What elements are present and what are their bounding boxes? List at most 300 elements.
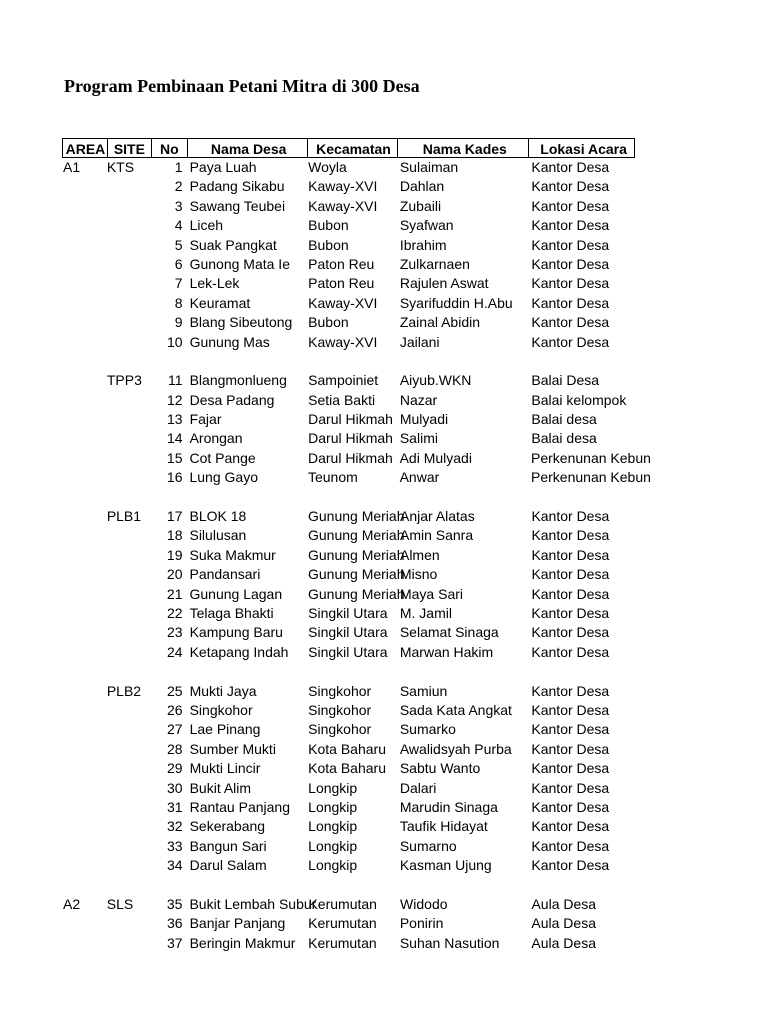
cell-kecamatan[interactable]: Kerumutan	[308, 934, 377, 951]
table-header-row	[62, 138, 634, 158]
table-row	[62, 236, 634, 255]
cell-site[interactable]	[107, 817, 151, 836]
cell-area[interactable]	[62, 914, 107, 933]
cell-nama-desa[interactable]: Mukti Jaya	[189, 682, 257, 699]
cell-site[interactable]	[107, 468, 151, 487]
cell-nama-kades[interactable]: Almen	[399, 546, 440, 563]
cell-nama-kades[interactable]: Misno	[399, 566, 438, 583]
cell-nama-desa[interactable]: Bukit Lembah Subur	[189, 895, 317, 912]
cell-nama-kades[interactable]: Ponirin	[399, 915, 444, 932]
cell-nama-desa[interactable]: Paya Luah	[189, 159, 257, 175]
cell-nama-kades[interactable]: Sumarko	[399, 721, 456, 738]
cell-lokasi-acara[interactable]: Kantor Desa	[531, 624, 610, 641]
cell-lokasi-acara[interactable]: Kantor Desa	[531, 508, 610, 525]
cell-lokasi-acara[interactable]: Balai kelompok	[531, 391, 627, 408]
cell-lokasi-acara[interactable]: Perkenunan Kebun	[531, 469, 651, 486]
cell-nama-kades[interactable]: Widodo	[400, 895, 448, 912]
cell-nama-desa[interactable]: BLOK 18	[189, 508, 247, 525]
table-row	[62, 934, 634, 953]
table-row	[62, 740, 634, 759]
cell-area[interactable]	[62, 371, 107, 390]
cell-lokasi-acara[interactable]: Kantor Desa	[531, 818, 610, 835]
cell-nama-kades[interactable]: Zulkarnaen	[399, 255, 470, 272]
cell-nama-desa[interactable]: Sawang Teubei	[189, 197, 286, 214]
cell-nama-desa[interactable]: Gunung Mas	[189, 333, 270, 350]
cell-area[interactable]	[62, 468, 107, 487]
cell-nama-desa[interactable]: Banjar Panjang	[189, 915, 286, 932]
cell-area[interactable]	[62, 798, 107, 817]
cell-area[interactable]	[62, 759, 107, 778]
cell-lokasi-acara[interactable]: Kantor Desa	[531, 779, 610, 796]
cell-site[interactable]	[107, 526, 151, 545]
cell-nama-desa[interactable]: Sumber Mukti	[189, 740, 276, 757]
table-row	[62, 682, 634, 701]
cell-no[interactable]: 10	[167, 333, 183, 350]
cell-nama-kades[interactable]: Salimi	[399, 430, 438, 447]
cell-area[interactable]	[62, 216, 107, 235]
cell-lokasi-acara[interactable]: Kantor Desa	[531, 217, 610, 234]
cell-lokasi-acara[interactable]: Kantor Desa	[531, 236, 610, 253]
cell-no[interactable]: 26	[167, 701, 183, 718]
cell-area[interactable]	[62, 740, 107, 759]
cell-area[interactable]	[62, 274, 107, 293]
cell-area[interactable]	[62, 313, 107, 332]
cell-lokasi-acara[interactable]: Kantor Desa	[531, 255, 610, 272]
cell-lokasi-acara[interactable]: Kantor Desa	[531, 159, 610, 175]
cell-nama-kades[interactable]: Awalidsyah Purba	[399, 740, 512, 757]
cell-kecamatan[interactable]: Teunom	[307, 469, 358, 486]
cell-area[interactable]	[62, 720, 107, 739]
cell-area[interactable]	[62, 837, 107, 856]
cell-area[interactable]	[62, 236, 107, 255]
cell-site[interactable]	[107, 449, 151, 468]
cell-site[interactable]	[107, 177, 151, 196]
cell-nama-desa[interactable]: Rantau Panjang	[189, 798, 290, 815]
cell-site[interactable]	[107, 740, 151, 759]
cell-nama-desa[interactable]: Beringin Makmur	[189, 934, 296, 951]
cell-lokasi-acara[interactable]: Kantor Desa	[531, 275, 610, 292]
cell-kecamatan[interactable]: Singkil Utara	[308, 604, 388, 621]
table-row	[62, 837, 634, 856]
header-nama-kades[interactable]: Nama Kades	[397, 138, 529, 158]
cell-nama-kades[interactable]: Syafwan	[399, 217, 454, 234]
cell-lokasi-acara[interactable]: Kantor Desa	[531, 798, 610, 815]
cell-kecamatan[interactable]: Darul Hikmah	[308, 430, 393, 447]
cell-lokasi-acara[interactable]: Kantor Desa	[531, 857, 610, 874]
header-site[interactable]: SITE	[107, 138, 152, 158]
cell-kecamatan[interactable]: Kaway-XVI	[308, 333, 378, 350]
cell-lokasi-acara[interactable]: Kantor Desa	[531, 682, 610, 699]
cell-lokasi-acara[interactable]: Aula Desa	[531, 915, 596, 932]
table-row	[62, 177, 634, 196]
cell-no[interactable]: 36	[167, 915, 183, 932]
cell-lokasi-acara[interactable]: Kantor Desa	[531, 197, 610, 214]
cell-no[interactable]: 22	[167, 604, 183, 621]
cell-kecamatan[interactable]: Paton Reu	[308, 275, 375, 292]
cell-no[interactable]: 37	[167, 934, 183, 951]
cell-area[interactable]	[62, 604, 107, 623]
cell-no[interactable]: 9	[174, 314, 183, 331]
cell-no[interactable]: 28	[167, 740, 183, 757]
table-row	[62, 410, 634, 429]
cell-kecamatan[interactable]: Kerumutan	[308, 895, 377, 912]
cell-lokasi-acara[interactable]: Aula Desa	[531, 895, 597, 912]
cell-nama-kades[interactable]: Zubaili	[399, 197, 442, 214]
cell-no[interactable]: 18	[166, 527, 183, 544]
cell-lokasi-acara[interactable]: Kantor Desa	[531, 740, 610, 757]
cell-site[interactable]: KTS	[106, 159, 135, 175]
blank-row	[62, 488, 634, 507]
cell-kecamatan[interactable]: Singkohor	[308, 682, 372, 699]
cell-nama-kades[interactable]: Selamat Sinaga	[399, 624, 499, 641]
table-row	[62, 817, 634, 836]
cell-no[interactable]: 3	[174, 197, 183, 214]
cell-no[interactable]: 24	[167, 643, 183, 660]
cell-nama-kades[interactable]: Mulyadi	[399, 411, 449, 428]
cell-lokasi-acara[interactable]: Balai Desa	[531, 372, 600, 389]
cell-no[interactable]: 12	[167, 391, 183, 408]
cell-nama-kades[interactable]: Adi Mulyadi	[399, 449, 472, 466]
cell-lokasi-acara[interactable]: Kantor Desa	[531, 314, 610, 331]
cell-nama-desa[interactable]: Kampung Baru	[189, 624, 283, 641]
cell-nama-desa[interactable]: Darul Salam	[189, 857, 267, 874]
cell-lokasi-acara[interactable]: Kantor Desa	[531, 527, 610, 544]
cell-site[interactable]	[107, 585, 151, 604]
cell-nama-kades[interactable]: Syarifuddin H.Abu	[399, 294, 513, 311]
cell-no[interactable]: 6	[174, 255, 183, 272]
cell-nama-desa[interactable]: Keuramat	[189, 294, 251, 311]
cell-nama-kades[interactable]: Jailani	[399, 333, 440, 350]
cell-kecamatan[interactable]: Bubon	[308, 217, 349, 234]
cell-nama-desa[interactable]: Suak Pangkat	[189, 236, 277, 253]
cell-nama-desa[interactable]: Bukit Alim	[189, 779, 252, 796]
cell-no[interactable]: 7	[174, 275, 183, 292]
cell-kecamatan[interactable]: Longkip	[308, 857, 358, 874]
cell-nama-desa[interactable]: Blang Sibeutong	[189, 314, 293, 331]
cell-nama-desa[interactable]: Telaga Bhakti	[189, 604, 274, 621]
cell-nama-desa[interactable]: Desa Padang	[189, 391, 275, 408]
cell-lokasi-acara[interactable]: Kantor Desa	[531, 546, 610, 563]
cell-kecamatan[interactable]: Longkip	[308, 798, 358, 815]
table-row	[62, 429, 634, 448]
cell-no[interactable]: 4	[174, 217, 183, 234]
cell-kecamatan[interactable]: Bubon	[308, 314, 349, 331]
table-row	[62, 216, 634, 235]
table-row	[62, 468, 651, 487]
cell-lokasi-acara[interactable]: Balai desa	[531, 430, 597, 447]
cell-area[interactable]	[62, 817, 107, 836]
cell-nama-desa[interactable]: Pandansari	[189, 566, 261, 583]
cell-nama-kades[interactable]: Anjar Alatas	[399, 508, 475, 525]
cell-nama-desa[interactable]: Cot Pange	[189, 449, 256, 466]
cell-kecamatan[interactable]: Darul Hikmah	[307, 449, 393, 466]
cell-lokasi-acara[interactable]: Kantor Desa	[531, 333, 610, 350]
cell-area[interactable]	[62, 429, 107, 448]
table-row	[62, 391, 634, 410]
cell-nama-kades[interactable]: Kasman Ujung	[399, 857, 492, 874]
cell-area[interactable]	[62, 701, 107, 720]
cell-nama-desa[interactable]: Bangun Sari	[189, 837, 267, 854]
cell-nama-desa[interactable]: Arongan	[189, 430, 243, 447]
header-nama-desa[interactable]: Nama Desa	[187, 138, 308, 158]
header-area[interactable]: AREA	[62, 138, 108, 158]
cell-nama-kades[interactable]: Maya Sari	[399, 585, 464, 602]
cell-area[interactable]: A1	[63, 159, 81, 175]
cell-lokasi-acara[interactable]: Kantor Desa	[531, 294, 610, 311]
cell-site[interactable]: PLB2	[106, 682, 142, 699]
cell-nama-desa[interactable]: Singkohor	[189, 701, 253, 718]
cell-no[interactable]: 31	[167, 798, 183, 815]
table-row	[62, 526, 634, 545]
cell-nama-desa[interactable]: Gunung Lagan	[189, 585, 283, 602]
cell-site[interactable]	[107, 837, 151, 856]
cell-site[interactable]	[107, 429, 151, 448]
cell-area[interactable]	[62, 177, 107, 196]
cell-no[interactable]: 33	[167, 837, 183, 854]
table-row	[62, 604, 634, 623]
table-row	[62, 197, 634, 216]
cell-lokasi-acara[interactable]: Balai desa	[531, 411, 597, 428]
cell-site[interactable]	[107, 216, 151, 235]
cell-nama-kades[interactable]: Ibrahim	[399, 236, 447, 253]
cell-kecamatan[interactable]: Gunung Meriah	[307, 546, 405, 563]
cell-lokasi-acara[interactable]: Kantor Desa	[531, 701, 610, 718]
cell-nama-kades[interactable]: Anwar	[399, 469, 440, 486]
cell-nama-kades[interactable]: Zainal Abidin	[399, 314, 481, 331]
cell-nama-desa[interactable]: Fajar	[189, 411, 222, 428]
cell-lokasi-acara[interactable]: Kantor Desa	[531, 721, 610, 738]
cell-kecamatan[interactable]: Kerumutan	[308, 915, 377, 932]
cell-kecamatan[interactable]: Paton Reu	[308, 255, 375, 272]
cell-site[interactable]	[107, 197, 151, 216]
cell-no[interactable]: 19	[166, 546, 183, 563]
table-row	[62, 294, 634, 313]
cell-nama-kades[interactable]: Sabtu Wanto	[399, 760, 481, 777]
cell-lokasi-acara[interactable]: Perkenunan Kebun	[531, 449, 651, 466]
cell-nama-kades[interactable]: Sumarno	[399, 837, 457, 854]
cell-lokasi-acara[interactable]: Kantor Desa	[531, 566, 610, 583]
cell-area[interactable]	[62, 682, 107, 701]
table-row	[62, 701, 634, 720]
cell-site[interactable]	[107, 914, 151, 933]
cell-kecamatan[interactable]: Longkip	[308, 779, 358, 796]
cell-no[interactable]: 5	[174, 236, 183, 253]
cell-nama-desa[interactable]: Lae Pinang	[189, 721, 261, 738]
cell-area[interactable]	[62, 565, 107, 584]
cell-kecamatan[interactable]: Gunung Meriah	[307, 585, 405, 602]
cell-lokasi-acara[interactable]: Kantor Desa	[531, 837, 610, 854]
cell-nama-kades[interactable]: Sulaiman	[399, 159, 459, 175]
cell-area[interactable]	[62, 449, 107, 468]
cell-nama-desa[interactable]: Silulusan	[189, 527, 247, 544]
cell-nama-desa[interactable]: Padang Sikabu	[189, 178, 285, 195]
cell-no[interactable]: 8	[174, 294, 183, 311]
cell-kecamatan[interactable]: Darul Hikmah	[308, 411, 393, 428]
table-row	[62, 914, 634, 933]
cell-site[interactable]: TPP3	[106, 372, 142, 389]
cell-area[interactable]	[62, 585, 107, 604]
cell-nama-kades[interactable]: Rajulen Aswat	[399, 275, 489, 292]
cell-site[interactable]	[107, 565, 151, 584]
cell-nama-desa[interactable]: Ketapang Indah	[189, 643, 289, 660]
cell-site[interactable]: PLB1	[106, 508, 142, 525]
cell-lokasi-acara[interactable]: Kantor Desa	[531, 643, 610, 660]
cell-no[interactable]: 32	[167, 818, 183, 835]
cell-kecamatan[interactable]: Setia Bakti	[308, 391, 376, 408]
cell-no[interactable]: 30	[167, 779, 183, 796]
cell-area[interactable]	[62, 255, 107, 274]
cell-site[interactable]	[107, 294, 151, 313]
table-row	[62, 585, 634, 604]
cell-no[interactable]: 11	[168, 372, 183, 389]
cell-no[interactable]: 25	[167, 682, 183, 699]
cell-area[interactable]	[62, 333, 107, 352]
cell-area[interactable]	[62, 507, 107, 526]
cell-site[interactable]	[107, 410, 151, 429]
cell-kecamatan[interactable]: Gunung Meriah	[307, 508, 405, 525]
cell-kecamatan[interactable]: Bubon	[308, 236, 349, 253]
cell-lokasi-acara[interactable]: Kantor Desa	[531, 760, 610, 777]
cell-site[interactable]	[107, 701, 151, 720]
cell-nama-desa[interactable]: Suka Makmur	[189, 546, 276, 563]
cell-site[interactable]	[107, 236, 151, 255]
cell-kecamatan[interactable]: Singkil Utara	[308, 624, 388, 641]
cell-kecamatan[interactable]: Singkohor	[308, 701, 372, 718]
cell-site[interactable]	[107, 604, 151, 623]
cell-kecamatan[interactable]: Kota Baharu	[308, 740, 386, 757]
cell-nama-desa[interactable]: Blangmonlueng	[189, 372, 287, 389]
table-row	[62, 798, 634, 817]
cell-site[interactable]	[107, 313, 151, 332]
cell-nama-kades[interactable]: Marudin Sinaga	[399, 798, 498, 815]
table-row	[62, 371, 634, 390]
cell-no[interactable]: 16	[166, 469, 183, 486]
cell-area[interactable]	[62, 856, 107, 875]
cell-site[interactable]	[107, 720, 151, 739]
cell-nama-desa[interactable]: Liceh	[189, 217, 224, 234]
cell-kecamatan[interactable]: Longkip	[308, 837, 358, 854]
cell-no[interactable]: 20	[166, 566, 183, 583]
cell-kecamatan[interactable]: Longkip	[308, 818, 358, 835]
cell-nama-desa[interactable]: Lung Gayo	[189, 469, 258, 486]
cell-kecamatan[interactable]: Gunung Meriah	[307, 566, 405, 583]
blank-row	[62, 352, 634, 371]
cell-area[interactable]	[62, 623, 107, 642]
cell-kecamatan[interactable]: Singkil Utara	[308, 643, 388, 660]
cell-no[interactable]: 34	[167, 857, 183, 874]
table-row	[62, 255, 634, 274]
cell-no[interactable]: 2	[174, 178, 183, 195]
cell-area[interactable]	[62, 546, 107, 565]
cell-site[interactable]	[107, 623, 151, 642]
cell-kecamatan[interactable]: Gunung Meriah	[307, 527, 405, 544]
document-title: Program Pembinaan Petani Mitra di 300 Desa	[64, 76, 420, 96]
cell-lokasi-acara[interactable]: Aula Desa	[531, 934, 596, 951]
cell-nama-kades[interactable]: Suhan Nasution	[399, 934, 500, 951]
cell-lokasi-acara[interactable]: Kantor Desa	[531, 585, 610, 602]
header-kecamatan[interactable]: Kecamatan	[307, 138, 399, 158]
cell-kecamatan[interactable]: Woyla	[308, 159, 347, 175]
table-row	[62, 623, 634, 642]
blank-row	[62, 662, 634, 681]
cell-lokasi-acara[interactable]: Kantor Desa	[531, 604, 610, 621]
header-no[interactable]: No	[151, 138, 188, 158]
cell-area[interactable]	[62, 934, 107, 953]
cell-nama-kades[interactable]: Nazar	[399, 391, 438, 408]
table-row	[62, 158, 634, 177]
cell-site[interactable]	[107, 856, 151, 875]
header-lokasi-acara[interactable]: Lokasi Acara	[528, 138, 635, 158]
cell-nama-kades[interactable]: Sada Kata Angkat	[399, 701, 512, 718]
cell-nama-kades[interactable]: M. Jamil	[399, 604, 452, 621]
cell-kecamatan[interactable]: Kaway-XVI	[308, 294, 378, 311]
cell-nama-kades[interactable]: Marwan Hakim	[399, 643, 494, 660]
cell-no[interactable]: 35	[166, 895, 183, 912]
cell-nama-desa[interactable]: Gunong Mata Ie	[189, 255, 290, 272]
cell-nama-kades[interactable]: Samiun	[399, 682, 448, 699]
cell-site[interactable]	[107, 255, 151, 274]
cell-site[interactable]	[107, 546, 151, 565]
cell-site[interactable]	[107, 759, 151, 778]
cell-area[interactable]	[62, 643, 107, 662]
cell-area[interactable]	[62, 391, 107, 410]
cell-kecamatan[interactable]: Kaway-XVI	[308, 178, 378, 195]
cell-nama-kades[interactable]: Dalari	[399, 779, 437, 796]
cell-site[interactable]	[107, 779, 151, 798]
cell-no[interactable]: 21	[166, 585, 183, 602]
cell-kecamatan[interactable]: Sampoiniet	[308, 372, 379, 389]
cell-site[interactable]	[107, 274, 151, 293]
cell-kecamatan[interactable]: Kota Baharu	[308, 760, 386, 777]
cell-site[interactable]	[107, 391, 151, 410]
cell-area[interactable]	[62, 526, 107, 545]
cell-no[interactable]: 27	[167, 721, 183, 738]
table-row	[62, 449, 651, 468]
cell-site[interactable]: SLS	[106, 895, 134, 912]
cell-no[interactable]: 1	[174, 159, 183, 175]
cell-area[interactable]: A2	[63, 895, 81, 912]
cell-area[interactable]	[62, 294, 107, 313]
table-row	[62, 313, 634, 332]
cell-nama-kades[interactable]: Aiyub.WKN	[399, 372, 472, 389]
cell-no[interactable]: 15	[166, 449, 183, 466]
cell-no[interactable]: 13	[167, 411, 183, 428]
cell-area[interactable]	[62, 779, 107, 798]
cell-no[interactable]: 23	[167, 624, 183, 641]
cell-nama-desa[interactable]: Mukti Lincir	[189, 760, 261, 777]
cell-site[interactable]	[107, 333, 151, 352]
cell-no[interactable]: 17	[166, 508, 183, 525]
cell-no[interactable]: 29	[167, 760, 183, 777]
cell-nama-desa[interactable]: Lek-Lek	[189, 275, 240, 292]
cell-site[interactable]	[107, 798, 151, 817]
cell-nama-kades[interactable]: Amin Sanra	[399, 527, 474, 544]
cell-no[interactable]: 14	[167, 430, 183, 447]
cell-area[interactable]	[62, 410, 107, 429]
table-row	[62, 759, 634, 778]
cell-kecamatan[interactable]: Kaway-XVI	[308, 197, 378, 214]
spreadsheet-table	[62, 138, 651, 953]
cell-lokasi-acara[interactable]: Kantor Desa	[531, 178, 610, 195]
cell-site[interactable]	[107, 934, 151, 953]
cell-kecamatan[interactable]: Singkohor	[308, 721, 372, 738]
cell-nama-desa[interactable]: Sekerabang	[189, 818, 266, 835]
cell-nama-kades[interactable]: Dahlan	[399, 178, 445, 195]
cell-site[interactable]	[107, 643, 151, 662]
cell-nama-kades[interactable]: Taufik Hidayat	[399, 818, 488, 835]
cell-area[interactable]	[62, 197, 107, 216]
table-row	[62, 779, 634, 798]
